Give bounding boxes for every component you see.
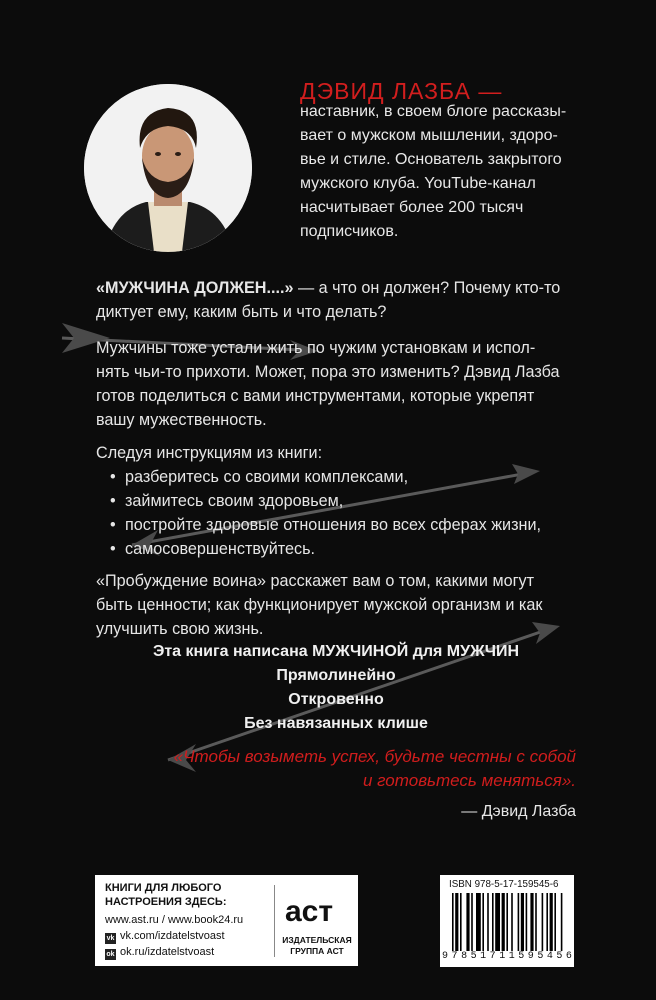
tagline: Откровенно [288,691,384,708]
barcode [452,893,564,951]
barcode-bar [526,893,528,951]
isbn-digits [442,951,572,962]
bio-line: насчитывает более 200 тысяч [300,199,524,216]
barcode-bar [521,893,524,951]
author-photo [84,84,252,252]
isbn-digit: 4 [546,951,553,962]
logo-text: аст [285,895,334,928]
isbn-box [440,875,574,967]
barcode-bar [492,893,494,951]
vk-link[interactable] [105,929,225,944]
ast-logo [281,879,355,931]
list-intro: Следуя инструкциям из книги: [96,444,323,462]
publisher-name [278,935,356,957]
quote-line: и готовьтесь меняться». [362,771,576,790]
barcode-bar [452,893,454,951]
barcode-bar [550,893,553,951]
publisher-line: ГРУППА АСТ [290,946,344,956]
barcode-bar [554,893,556,951]
author-name: ДЭВИД ЛАЗБА — [300,78,503,104]
isbn-digit: 1 [499,951,506,962]
bio-line: вает о мужском мышлении, здоро- [300,127,558,144]
bio-line: наставник, в своем блоге рассказы- [300,103,567,120]
infobox-divider [274,885,275,957]
barcode-bar [542,893,544,951]
isbn-digit: 6 [565,951,572,962]
barcode-bar [546,893,548,951]
vk-url: vk.com/izdatelstvoast [120,930,225,942]
intro-line: диктует ему, каким быть и что делать? [96,303,387,321]
paragraph-line: готов поделиться с вами инструментами, которые укрепят [96,387,535,405]
list-item: • займитесь своим здоровьем, [96,489,576,513]
barcode-bar [482,893,484,951]
isbn-digit: 7 [451,951,458,962]
barcode-bar [476,893,481,951]
infobox-title [105,881,226,909]
ok-link[interactable] [105,945,214,960]
bullet-list [96,465,576,561]
tagline: Эта книга написана МУЖЧИНОЙ для МУЖЧИН [152,643,520,660]
tagline: Без навязанных клише [244,715,428,732]
ok-url: ok.ru/izdatelstvoast [120,946,215,958]
publisher-line: ИЗДАТЕЛЬСКАЯ [282,935,352,945]
isbn-digit: 1 [508,951,515,962]
paragraph-line: быть ценности; как функционирует мужской организм и как [96,596,543,614]
isbn-digit: 1 [480,951,487,962]
barcode-bar [535,893,537,951]
isbn-digit: 5 [556,951,563,962]
intro-heading: «МУЖЧИНА ДОЛЖЕН....» [96,279,294,297]
paragraph-line: улучшить свою жизнь. [96,620,264,638]
isbn-digit: 5 [537,951,544,962]
list-item: • постройте здоровые отношения во всех сферах жизни, [96,513,576,537]
author-bio [300,100,582,244]
isbn-digit: 5 [470,951,477,962]
barcode-bar [506,893,508,951]
barcode-bar [487,893,489,951]
barcode-bar [455,893,458,951]
bio-line: вье и стиле. Основатель закрытого [300,151,562,168]
bio-line: мужского клуба. YouTube-канал [300,175,536,192]
website-links[interactable]: www.ast.ru / www.book24.ru [105,914,244,926]
quote-attribution: — Дэвид Лазба [461,803,576,820]
barcode-bar [495,893,500,951]
ok-icon: ok [106,951,115,958]
barcode-bar [561,893,563,951]
isbn-digit: 9 [527,951,534,962]
isbn-digit: 5 [518,951,525,962]
paragraph-line: «Пробуждение воина» расскажет вам о том, какими могут [96,572,535,590]
isbn-digit: 8 [461,951,468,962]
isbn-digit: 7 [489,951,496,962]
list-item: • самосовершенствуйтесь. [96,537,576,561]
paragraph-line: нять чьи-то прихоти. Может, пора это изменить? Дэвид Лазба [96,363,560,381]
intro-text: — а что он должен? Почему кто-то [293,279,561,297]
list-section [96,441,576,561]
paragraph-3 [96,569,576,641]
barcode-bar [530,893,533,951]
barcode-bar [460,893,462,951]
infobox-title-line: КНИГИ ДЛЯ ЛЮБОГО [105,882,222,894]
bio-line: подписчиков. [300,223,399,240]
paragraph-2 [96,336,576,432]
barcode-bar [502,893,505,951]
vk-icon: vk [106,935,115,942]
barcode-bar [518,893,520,951]
isbn-label: ISBN 978-5-17-159545-6 [449,879,559,890]
paragraph-line: Мужчины тоже устали жить по чужим установкам и испол- [96,339,536,357]
list-item: • разберитесь со своими комплексами, [96,465,576,489]
publisher-infobox [95,875,358,966]
isbn-digit: 9 [442,951,449,962]
paragraph-line: вашу мужественность. [96,411,267,429]
infobox-title-line: НАСТРОЕНИЯ ЗДЕСЬ: [105,896,227,908]
intro-paragraph [96,276,576,324]
taglines [96,640,576,736]
barcode-bar [471,893,473,951]
barcode-bar [511,893,513,951]
quote-line: «Чтобы возыметь успех, будьте честны с собой [173,747,576,766]
quote [96,745,576,793]
barcode-bar [466,893,469,951]
tagline: Прямолинейно [276,667,396,684]
